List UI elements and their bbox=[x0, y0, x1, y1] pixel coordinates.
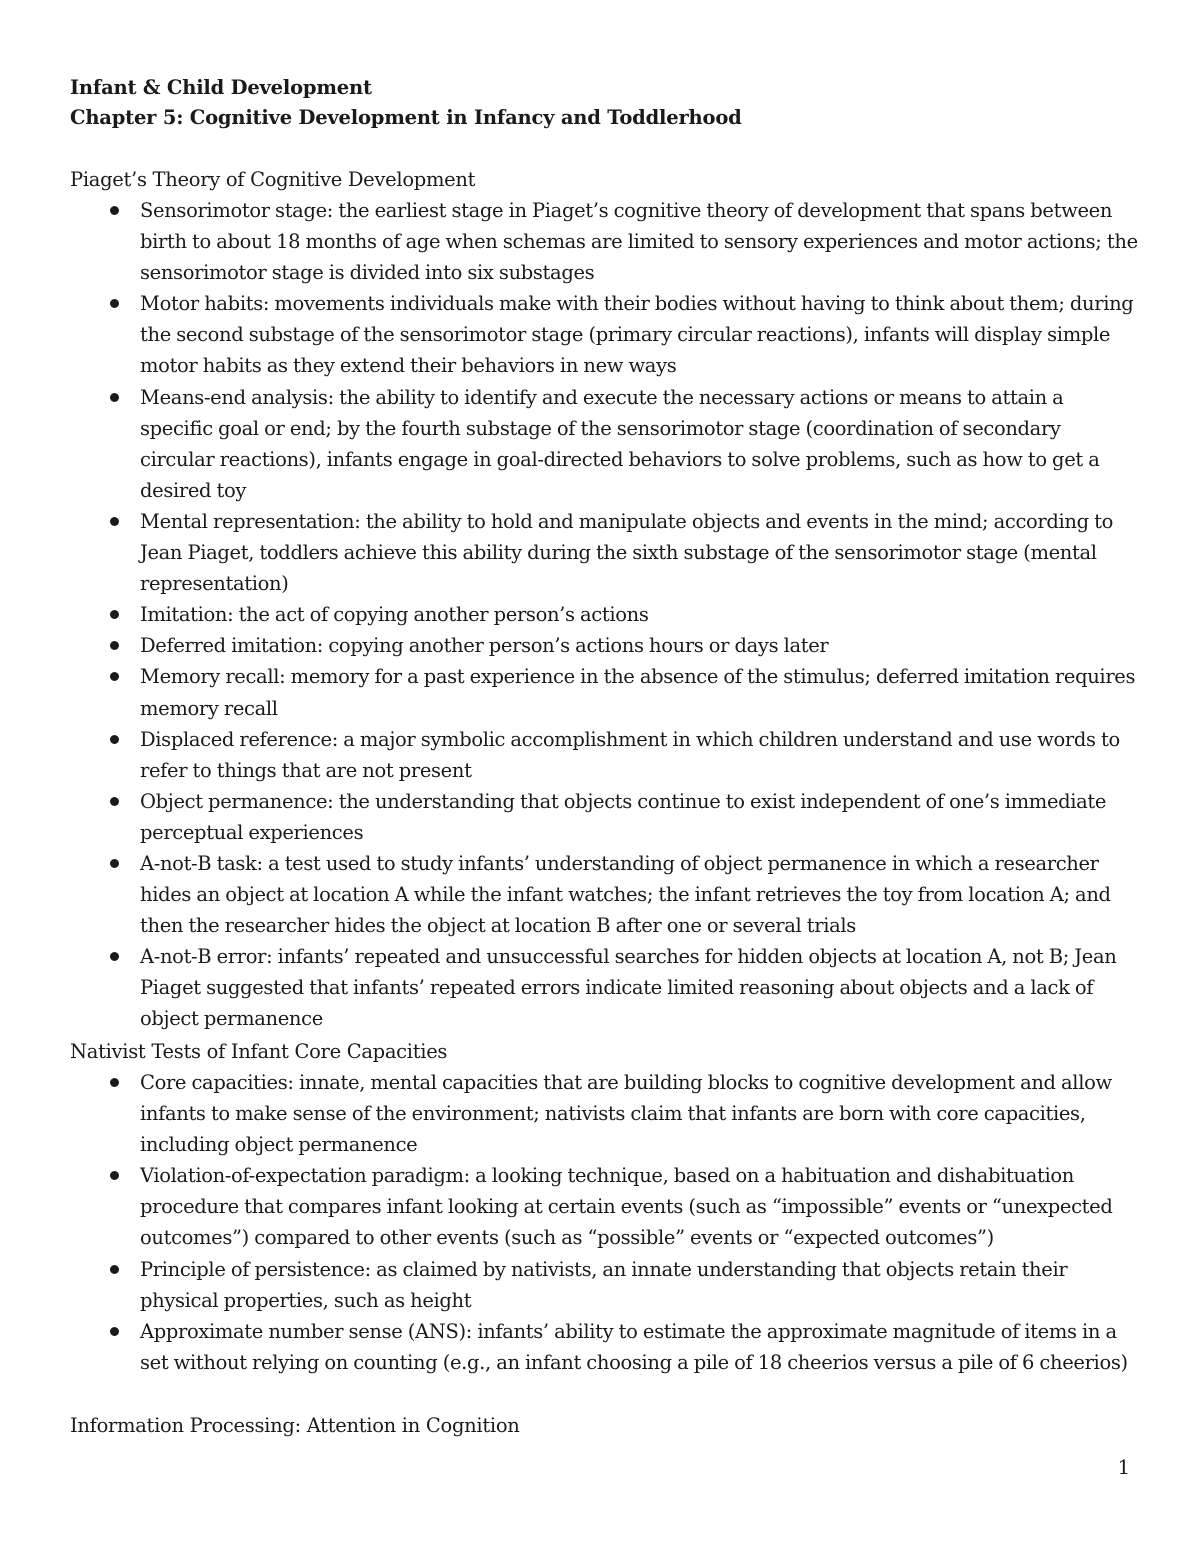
list-item bbox=[70, 630, 1140, 661]
list-item bbox=[70, 661, 1140, 723]
bullet-icon bbox=[110, 735, 119, 744]
bullet-icon bbox=[110, 206, 119, 215]
bullet-icon bbox=[110, 517, 119, 526]
bullet-icon bbox=[110, 1327, 119, 1336]
section-nativist-tests bbox=[70, 1036, 1150, 1378]
list-item bbox=[70, 724, 1140, 786]
bullet-icon bbox=[110, 299, 119, 308]
list-item-text: Mental representation: the ability to hold and manipulate objects and events in the mind; according to Jean Piaget, toddlers achieve this ability during the sixth substage of the sensorimotor stage (mental representation) bbox=[140, 509, 1113, 596]
section-heading: Piaget’s Theory of Cognitive Development bbox=[70, 168, 476, 191]
list-item-text: Sensorimotor stage: the earliest stage in Piaget’s cognitive theory of development that spans between birth to about 18 months of age when schemas are limited to sensory experiences and motor actions; the sensorimotor stage is divided into six substages bbox=[140, 199, 1138, 285]
page-number: 1 bbox=[1117, 1456, 1130, 1479]
list-item-text: Imitation: the act of copying another person’s actions bbox=[140, 603, 649, 627]
list-item-text: A-not-B error: infants’ repeated and unsuccessful searches for hidden objects at location A, not B; Jean Piaget suggested that infants’ repeated errors indicate limited reasoning about objects and a lack of object permanence bbox=[140, 945, 1117, 1031]
list-item-text: Deferred imitation: copying another person’s actions hours or days later bbox=[140, 634, 829, 658]
list-item-text: Violation-of-expectation paradigm: a looking technique, based on a habituation and dishabituation procedure that compares infant looking at certain events (such as “impossible” events or “unexpected outcomes”) compared to other events (such as “possible” events or “expected outcomes”) bbox=[140, 1164, 1113, 1250]
bullet-icon bbox=[110, 641, 119, 650]
list-item bbox=[70, 506, 1140, 599]
list-item-text: Principle of persistence: as claimed by nativists, an innate understanding that objects retain their physical properties, such as height bbox=[140, 1257, 1068, 1312]
list-item-text: Displaced reference: a major symbolic accomplishment in which children understand and use words to refer to things that are not present bbox=[140, 727, 1120, 782]
list-item bbox=[70, 382, 1140, 506]
term-list bbox=[70, 1067, 1150, 1378]
list-item bbox=[70, 288, 1140, 381]
bullet-icon bbox=[110, 1171, 119, 1180]
list-item-text: Memory recall: memory for a past experience in the absence of the stimulus; deferred imitation requires memory recall bbox=[140, 665, 1136, 720]
section-information-processing bbox=[70, 1410, 1150, 1441]
list-item bbox=[70, 941, 1140, 1034]
bullet-icon bbox=[110, 1265, 119, 1274]
bullet-icon bbox=[110, 797, 119, 806]
list-item bbox=[70, 1254, 1140, 1316]
bullet-icon bbox=[110, 1078, 119, 1087]
bullet-icon bbox=[110, 610, 119, 619]
course-title: Infant & Child Development bbox=[70, 76, 372, 99]
list-item bbox=[70, 786, 1140, 848]
bullet-icon bbox=[110, 859, 119, 868]
chapter-title: Chapter 5: Cognitive Development in Infancy and Toddlerhood bbox=[70, 106, 742, 129]
bullet-icon bbox=[110, 393, 119, 402]
list-item-text: Means-end analysis: the ability to identify and execute the necessary actions or means to attain a specific goal or end; by the fourth substage of the sensorimotor stage (coordination of secondary circular reactions), infants engage in goal-directed behaviors to solve problems, such as how to get a desired toy bbox=[140, 385, 1100, 502]
bullet-icon bbox=[110, 672, 119, 681]
list-item bbox=[70, 1067, 1140, 1160]
term-list bbox=[70, 195, 1150, 1035]
list-item-text: Core capacities: innate, mental capacities that are building blocks to cognitive development and allow infants to make sense of the environment; nativists claim that infants are born with core capacities, including object permanence bbox=[140, 1071, 1112, 1157]
list-item-text: Motor habits: movements individuals make with their bodies without having to think about them; during the second substage of the sensorimotor stage (primary circular reactions), infants will display simple motor habits as they extend their behaviors in new ways bbox=[140, 292, 1134, 378]
list-item bbox=[70, 848, 1140, 941]
list-item bbox=[70, 1316, 1140, 1378]
list-item-text: Approximate number sense (ANS): infants’ ability to estimate the approximate magnitude of items in a set without relying on counting (e.g., an infant choosing a pile of 18 cheerios versus a pile of 6 cheerios) bbox=[140, 1319, 1128, 1374]
bullet-icon bbox=[110, 952, 119, 961]
list-item bbox=[70, 599, 1140, 630]
section-piaget-theory bbox=[70, 164, 1150, 1035]
list-item-text: Object permanence: the understanding that objects continue to exist independent of one’s immediate perceptual experiences bbox=[140, 789, 1107, 844]
list-item-text: A-not-B task: a test used to study infants’ understanding of object permanence in which a researcher hides an object at location A while the infant watches; the infant retrieves the toy from location A; and then the researcher hides the object at location B after one or several trials bbox=[140, 851, 1111, 938]
section-heading: Nativist Tests of Infant Core Capacities bbox=[70, 1040, 448, 1063]
list-item bbox=[70, 1160, 1140, 1253]
list-item bbox=[70, 195, 1140, 288]
section-heading: Information Processing: Attention in Cognition bbox=[70, 1414, 520, 1437]
